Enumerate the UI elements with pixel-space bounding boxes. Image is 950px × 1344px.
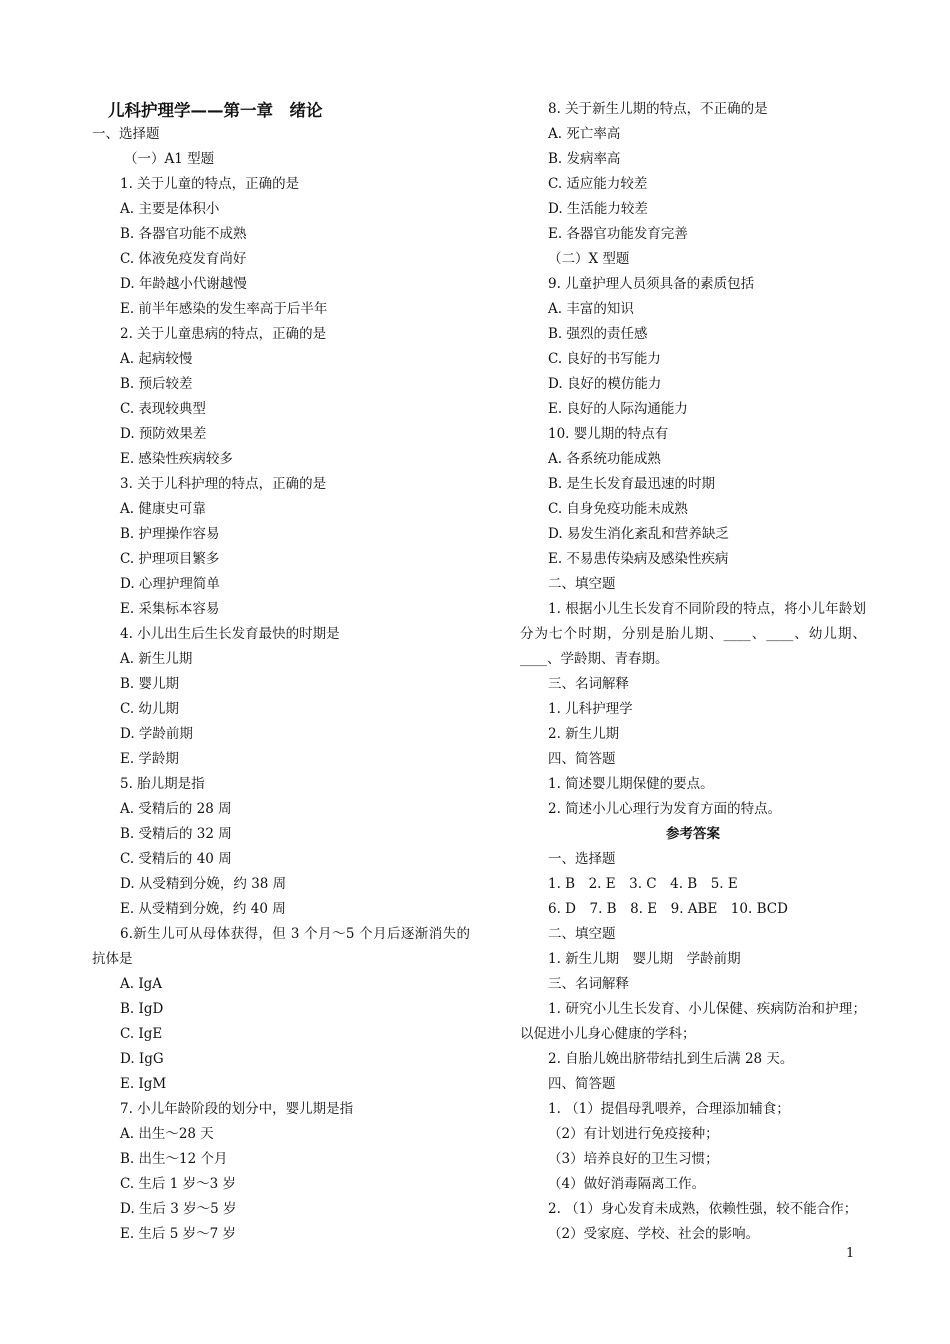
text-line: B. 出生～12 个月 xyxy=(120,1151,228,1167)
text-line: E. 良好的人际沟通能力 xyxy=(548,401,688,417)
text-line: E. 采集标本容易 xyxy=(120,601,220,617)
text-line: 2. 新生儿期 xyxy=(548,726,620,742)
text-line: A. 健康史可靠 xyxy=(120,501,206,517)
text-line: C. 表现较典型 xyxy=(120,401,206,417)
text-line: E. 各器官功能发育完善 xyxy=(548,226,688,242)
text-line: 三、名词解释 xyxy=(548,976,629,992)
left-column-content xyxy=(92,122,470,1247)
text-line: A. 出生～28 天 xyxy=(120,1126,214,1142)
text-line: 一、选择题 xyxy=(92,126,160,142)
text-line: E. 感染性疾病较多 xyxy=(120,451,233,467)
left-column xyxy=(92,97,470,1247)
text-line: B. 受精后的 32 周 xyxy=(120,826,232,842)
text-line: E. 生后 5 岁～7 岁 xyxy=(120,1226,236,1242)
text-line: C. 受精后的 40 周 xyxy=(120,851,232,867)
text-line: B. 各器官功能不成熟 xyxy=(120,226,247,242)
text-line: （一）A1 型题 xyxy=(124,151,215,167)
right-column xyxy=(520,97,866,1247)
text-line: D. 从受精到分娩，约 38 周 xyxy=(120,876,287,892)
text-line: B. 强烈的责任感 xyxy=(548,326,648,342)
text-line: A. 主要是体积小 xyxy=(120,201,220,217)
text-line: C. 体液免疫发育尚好 xyxy=(120,251,247,267)
text-line: E. 前半年感染的发生率高于后半年 xyxy=(120,301,328,317)
text-line: B. 预后较差 xyxy=(120,376,193,392)
text-line: 1. 儿科护理学 xyxy=(548,701,633,717)
text-line: 1. 根据小儿生长发育不同阶段的特点，将小儿年龄划分为七个时期，分别是胎儿期、____、____、幼儿期、____、学龄期、青春期。 xyxy=(520,601,866,667)
text-line: （二）X 型题 xyxy=(548,251,630,267)
text-line: D. 学龄前期 xyxy=(120,726,193,742)
text-line: B. IgD xyxy=(120,1001,164,1017)
text-line: D. 预防效果差 xyxy=(120,426,207,442)
text-line: D. IgG xyxy=(120,1051,164,1067)
text-line: 四、简答题 xyxy=(548,751,616,767)
page-number: 1 xyxy=(846,1246,855,1261)
text-line: E. 不易患传染病及感染性疾病 xyxy=(548,551,729,567)
text-line: 4. 小儿出生后生长发育最快的时期是 xyxy=(120,626,340,642)
text-line: 二、填空题 xyxy=(548,926,616,942)
text-line: （2）有计划进行免疫接种； xyxy=(548,1126,719,1142)
text-line: 1. 关于儿童的特点，正确的是 xyxy=(120,176,300,192)
text-line: D. 生后 3 岁～5 岁 xyxy=(120,1201,237,1217)
text-line: 2. 关于儿童患病的特点，正确的是 xyxy=(120,326,327,342)
text-line: 四、简答题 xyxy=(548,1076,616,1092)
text-line: B. 护理操作容易 xyxy=(120,526,220,542)
text-line: 1. 简述婴儿期保健的要点。 xyxy=(548,776,714,792)
text-line: 2. （1）身心发育未成熟，依赖性强，较不能合作； xyxy=(548,1201,858,1217)
text-line: 2. 自胎儿娩出脐带结扎到生后满 28 天。 xyxy=(548,1051,794,1067)
text-line: A. 各系统功能成熟 xyxy=(548,451,661,467)
text-line: E. IgM xyxy=(120,1076,167,1092)
text-line: 三、名词解释 xyxy=(548,676,629,692)
page-title: 儿科护理学——第一章 绪论 xyxy=(108,101,323,120)
text-line: 1. 研究小儿生长发育、小儿保健、疾病防治和护理；以促进小儿身心健康的学科； xyxy=(520,1001,866,1042)
text-line: （2）受家庭、学校、社会的影响。 xyxy=(548,1226,760,1242)
text-line: 1. （1）提倡母乳喂养，合理添加辅食； xyxy=(548,1101,790,1117)
text-line: A. 丰富的知识 xyxy=(548,301,634,317)
text-line: E. 学龄期 xyxy=(120,751,179,767)
text-line: D. 心理护理简单 xyxy=(120,576,220,592)
text-line: C. 幼儿期 xyxy=(120,701,179,717)
text-line: C. 良好的书写能力 xyxy=(548,351,661,367)
text-line: A. 起病较慢 xyxy=(120,351,193,367)
text-line: C. IgE xyxy=(120,1026,163,1042)
text-line: 一、选择题 xyxy=(548,851,616,867)
text-line: 二、填空题 xyxy=(548,576,616,592)
answer-heading: 参考答案 xyxy=(666,826,720,842)
text-line: C. 生后 1 岁～3 岁 xyxy=(120,1176,236,1192)
text-line: D. 易发生消化紊乱和营养缺乏 xyxy=(548,526,729,542)
text-line: A. 新生儿期 xyxy=(120,651,193,667)
right-column-content xyxy=(520,97,866,1247)
text-line: D. 年龄越小代谢越慢 xyxy=(120,276,247,292)
text-line: A. 受精后的 28 周 xyxy=(120,801,232,817)
text-line: 10. 婴儿期的特点有 xyxy=(548,426,669,442)
text-line: C. 护理项目繁多 xyxy=(120,551,220,567)
text-line: 2. 简述小儿心理行为发育方面的特点。 xyxy=(548,801,782,817)
text-line: 6. D 7. B 8. E 9. ABE 10. BCD xyxy=(548,901,788,917)
text-line: 7. 小儿年龄阶段的划分中，婴儿期是指 xyxy=(120,1101,354,1117)
text-line: 6.新生儿可从母体获得，但 3 个月～5 个月后逐渐消失的抗体是 xyxy=(92,926,470,967)
text-line: B. 是生长发育最迅速的时期 xyxy=(548,476,716,492)
text-line: （4）做好消毒隔离工作。 xyxy=(548,1176,706,1192)
text-line: E. 从受精到分娩，约 40 周 xyxy=(120,901,286,917)
text-line: 9. 儿童护理人员须具备的素质包括 xyxy=(548,276,755,292)
text-line: B. 发病率高 xyxy=(548,151,621,167)
text-line: D. 生活能力较差 xyxy=(548,201,648,217)
text-line: 5. 胎儿期是指 xyxy=(120,776,205,792)
text-line: D. 良好的模仿能力 xyxy=(548,376,662,392)
text-line: C. 适应能力较差 xyxy=(548,176,648,192)
text-line: C. 自身免疫功能未成熟 xyxy=(548,501,688,517)
text-line: A. 死亡率高 xyxy=(548,126,621,142)
text-line: 8. 关于新生儿期的特点，不正确的是 xyxy=(548,101,768,117)
text-line: B. 婴儿期 xyxy=(120,676,180,692)
text-line: （3）培养良好的卫生习惯； xyxy=(548,1151,719,1167)
text-line: 1. 新生儿期 婴儿期 学龄前期 xyxy=(548,951,741,967)
text-line: 3. 关于儿科护理的特点，正确的是 xyxy=(120,476,327,492)
text-line: A. IgA xyxy=(120,976,163,992)
text-line: 1. B 2. E 3. C 4. B 5. E xyxy=(548,876,738,892)
